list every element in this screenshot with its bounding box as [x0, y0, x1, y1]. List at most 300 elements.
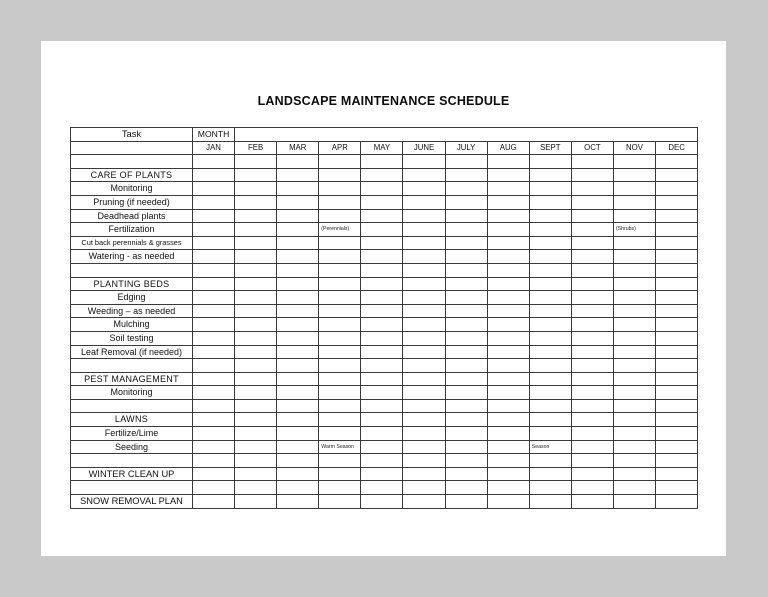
- empty-cell-aug[interactable]: [487, 277, 529, 291]
- empty-cell-mar[interactable]: [277, 304, 319, 318]
- empty-cell-mar[interactable]: [277, 440, 319, 454]
- empty-cell-oct[interactable]: [571, 277, 613, 291]
- empty-cell-apr[interactable]: [319, 277, 361, 291]
- empty-cell-july[interactable]: [445, 331, 487, 345]
- empty-cell-july[interactable]: [445, 345, 487, 359]
- empty-cell-dec[interactable]: [656, 195, 698, 209]
- empty-cell-aug[interactable]: [487, 495, 529, 509]
- empty-cell-nov[interactable]: [613, 195, 655, 209]
- scheduled-cell-apr[interactable]: [319, 182, 361, 196]
- empty-cell-sept[interactable]: [529, 359, 571, 373]
- scheduled-cell-may[interactable]: [361, 386, 403, 400]
- empty-cell-may[interactable]: [361, 155, 403, 169]
- empty-cell-dec[interactable]: [656, 155, 698, 169]
- scheduled-cell-aug[interactable]: [487, 291, 529, 305]
- empty-cell-nov[interactable]: [613, 236, 655, 250]
- empty-cell-mar[interactable]: [277, 209, 319, 223]
- scheduled-cell-oct[interactable]: [571, 386, 613, 400]
- empty-cell-mar[interactable]: [277, 495, 319, 509]
- empty-cell-feb[interactable]: [235, 440, 277, 454]
- empty-cell-jan[interactable]: [193, 440, 235, 454]
- empty-cell-july[interactable]: [445, 440, 487, 454]
- empty-cell-june[interactable]: [403, 495, 445, 509]
- empty-cell-june[interactable]: [403, 454, 445, 468]
- empty-cell-aug[interactable]: [487, 236, 529, 250]
- empty-cell-june[interactable]: [403, 236, 445, 250]
- empty-cell-oct[interactable]: [571, 495, 613, 509]
- empty-cell-dec[interactable]: [656, 209, 698, 223]
- scheduled-cell-mar[interactable]: [277, 467, 319, 481]
- empty-cell-jan[interactable]: [193, 427, 235, 441]
- scheduled-cell-mar[interactable]: [277, 182, 319, 196]
- empty-cell-feb[interactable]: [235, 236, 277, 250]
- scheduled-cell-apr[interactable]: [319, 440, 361, 454]
- empty-cell-mar[interactable]: [277, 318, 319, 332]
- empty-cell-may[interactable]: [361, 209, 403, 223]
- empty-cell-jan[interactable]: [193, 250, 235, 264]
- empty-cell-mar[interactable]: [277, 291, 319, 305]
- scheduled-cell-aug[interactable]: [487, 182, 529, 196]
- empty-cell-apr[interactable]: [319, 263, 361, 277]
- empty-cell-feb[interactable]: [235, 372, 277, 386]
- scheduled-cell-apr[interactable]: [319, 236, 361, 250]
- empty-cell-apr[interactable]: [319, 250, 361, 264]
- empty-cell-may[interactable]: [361, 495, 403, 509]
- empty-cell-jan[interactable]: [193, 372, 235, 386]
- empty-cell-jan[interactable]: [193, 481, 235, 495]
- empty-cell-nov[interactable]: [613, 155, 655, 169]
- empty-cell-feb[interactable]: [235, 331, 277, 345]
- empty-cell-dec[interactable]: [656, 454, 698, 468]
- empty-cell-mar[interactable]: [277, 250, 319, 264]
- empty-cell-mar[interactable]: [277, 427, 319, 441]
- empty-cell-june[interactable]: [403, 413, 445, 427]
- empty-cell-june[interactable]: [403, 291, 445, 305]
- empty-cell-apr[interactable]: [319, 399, 361, 413]
- scheduled-cell-nov[interactable]: [613, 223, 655, 237]
- empty-cell-nov[interactable]: [613, 467, 655, 481]
- scheduled-cell-apr[interactable]: [319, 291, 361, 305]
- empty-cell-july[interactable]: [445, 427, 487, 441]
- empty-cell-mar[interactable]: [277, 399, 319, 413]
- scheduled-cell-mar[interactable]: [277, 386, 319, 400]
- scheduled-cell-aug[interactable]: [487, 209, 529, 223]
- scheduled-cell-nov[interactable]: [613, 182, 655, 196]
- empty-cell-mar[interactable]: [277, 454, 319, 468]
- scheduled-cell-sept[interactable]: [529, 495, 571, 509]
- empty-cell-june[interactable]: [403, 263, 445, 277]
- scheduled-cell-oct[interactable]: [571, 331, 613, 345]
- empty-cell-feb[interactable]: [235, 481, 277, 495]
- empty-cell-may[interactable]: [361, 277, 403, 291]
- empty-cell-mar[interactable]: [277, 331, 319, 345]
- empty-cell-feb[interactable]: [235, 345, 277, 359]
- empty-cell-dec[interactable]: [656, 277, 698, 291]
- scheduled-cell-apr[interactable]: [319, 195, 361, 209]
- empty-cell-feb[interactable]: [235, 495, 277, 509]
- empty-cell-feb[interactable]: [235, 277, 277, 291]
- scheduled-cell-sept[interactable]: [529, 386, 571, 400]
- empty-cell-may[interactable]: [361, 467, 403, 481]
- empty-cell-nov[interactable]: [613, 399, 655, 413]
- empty-cell-mar[interactable]: [277, 155, 319, 169]
- scheduled-cell-oct[interactable]: [571, 304, 613, 318]
- empty-cell-nov[interactable]: [613, 209, 655, 223]
- empty-cell-jan[interactable]: [193, 413, 235, 427]
- empty-cell-may[interactable]: [361, 331, 403, 345]
- scheduled-cell-may[interactable]: [361, 250, 403, 264]
- empty-cell-mar[interactable]: [277, 168, 319, 182]
- empty-cell-aug[interactable]: [487, 399, 529, 413]
- scheduled-cell-july[interactable]: [445, 250, 487, 264]
- empty-cell-jan[interactable]: [193, 345, 235, 359]
- empty-cell-sept[interactable]: [529, 291, 571, 305]
- empty-cell-jan[interactable]: [193, 168, 235, 182]
- empty-cell-june[interactable]: [403, 277, 445, 291]
- scheduled-cell-july[interactable]: [445, 209, 487, 223]
- empty-cell-dec[interactable]: [656, 481, 698, 495]
- empty-cell-dec[interactable]: [656, 359, 698, 373]
- scheduled-cell-july[interactable]: [445, 182, 487, 196]
- empty-cell-feb[interactable]: [235, 318, 277, 332]
- empty-cell-sept[interactable]: [529, 209, 571, 223]
- empty-cell-may[interactable]: [361, 454, 403, 468]
- empty-cell-mar[interactable]: [277, 481, 319, 495]
- empty-cell-feb[interactable]: [235, 182, 277, 196]
- scheduled-cell-nov[interactable]: [613, 427, 655, 441]
- scheduled-cell-apr[interactable]: [319, 318, 361, 332]
- empty-cell-dec[interactable]: [656, 345, 698, 359]
- empty-cell-jan[interactable]: [193, 454, 235, 468]
- empty-cell-june[interactable]: [403, 399, 445, 413]
- empty-cell-jan[interactable]: [193, 331, 235, 345]
- empty-cell-jan[interactable]: [193, 223, 235, 237]
- empty-cell-oct[interactable]: [571, 481, 613, 495]
- empty-cell-sept[interactable]: [529, 263, 571, 277]
- empty-cell-aug[interactable]: [487, 331, 529, 345]
- empty-cell-july[interactable]: [445, 399, 487, 413]
- scheduled-cell-june[interactable]: [403, 386, 445, 400]
- empty-cell-may[interactable]: [361, 263, 403, 277]
- empty-cell-feb[interactable]: [235, 155, 277, 169]
- empty-cell-nov[interactable]: [613, 304, 655, 318]
- empty-cell-aug[interactable]: [487, 345, 529, 359]
- empty-cell-nov[interactable]: [613, 345, 655, 359]
- empty-cell-aug[interactable]: [487, 372, 529, 386]
- empty-cell-oct[interactable]: [571, 454, 613, 468]
- empty-cell-sept[interactable]: [529, 195, 571, 209]
- empty-cell-feb[interactable]: [235, 250, 277, 264]
- empty-cell-jan[interactable]: [193, 209, 235, 223]
- empty-cell-dec[interactable]: [656, 495, 698, 509]
- empty-cell-july[interactable]: [445, 277, 487, 291]
- empty-cell-dec[interactable]: [656, 291, 698, 305]
- empty-cell-may[interactable]: [361, 440, 403, 454]
- empty-cell-jan[interactable]: [193, 155, 235, 169]
- empty-cell-may[interactable]: [361, 195, 403, 209]
- scheduled-cell-feb[interactable]: [235, 467, 277, 481]
- empty-cell-sept[interactable]: [529, 331, 571, 345]
- empty-cell-nov[interactable]: [613, 291, 655, 305]
- empty-cell-july[interactable]: [445, 263, 487, 277]
- empty-cell-nov[interactable]: [613, 440, 655, 454]
- empty-cell-july[interactable]: [445, 413, 487, 427]
- empty-cell-jan[interactable]: [193, 263, 235, 277]
- empty-cell-july[interactable]: [445, 467, 487, 481]
- empty-cell-jan[interactable]: [193, 359, 235, 373]
- empty-cell-mar[interactable]: [277, 223, 319, 237]
- empty-cell-may[interactable]: [361, 345, 403, 359]
- empty-cell-sept[interactable]: [529, 481, 571, 495]
- empty-cell-sept[interactable]: [529, 277, 571, 291]
- empty-cell-sept[interactable]: [529, 413, 571, 427]
- empty-cell-dec[interactable]: [656, 318, 698, 332]
- empty-cell-nov[interactable]: [613, 413, 655, 427]
- empty-cell-dec[interactable]: [656, 372, 698, 386]
- empty-cell-dec[interactable]: [656, 250, 698, 264]
- empty-cell-july[interactable]: [445, 236, 487, 250]
- empty-cell-oct[interactable]: [571, 467, 613, 481]
- empty-cell-feb[interactable]: [235, 427, 277, 441]
- empty-cell-nov[interactable]: [613, 168, 655, 182]
- empty-cell-dec[interactable]: [656, 399, 698, 413]
- empty-cell-july[interactable]: [445, 359, 487, 373]
- empty-cell-aug[interactable]: [487, 454, 529, 468]
- empty-cell-may[interactable]: [361, 359, 403, 373]
- empty-cell-jan[interactable]: [193, 386, 235, 400]
- empty-cell-dec[interactable]: [656, 236, 698, 250]
- empty-cell-june[interactable]: [403, 168, 445, 182]
- empty-cell-sept[interactable]: [529, 427, 571, 441]
- empty-cell-june[interactable]: [403, 223, 445, 237]
- empty-cell-oct[interactable]: [571, 209, 613, 223]
- empty-cell-oct[interactable]: [571, 372, 613, 386]
- scheduled-cell-dec[interactable]: [656, 467, 698, 481]
- empty-cell-july[interactable]: [445, 291, 487, 305]
- empty-cell-dec[interactable]: [656, 168, 698, 182]
- empty-cell-mar[interactable]: [277, 359, 319, 373]
- empty-cell-feb[interactable]: [235, 454, 277, 468]
- empty-cell-apr[interactable]: [319, 345, 361, 359]
- scheduled-cell-oct[interactable]: [571, 182, 613, 196]
- scheduled-cell-june[interactable]: [403, 250, 445, 264]
- scheduled-cell-apr[interactable]: [319, 304, 361, 318]
- scheduled-cell-mar[interactable]: [277, 236, 319, 250]
- empty-cell-sept[interactable]: [529, 155, 571, 169]
- empty-cell-may[interactable]: [361, 399, 403, 413]
- empty-cell-june[interactable]: [403, 345, 445, 359]
- empty-cell-mar[interactable]: [277, 413, 319, 427]
- scheduled-cell-aug[interactable]: [487, 304, 529, 318]
- empty-cell-dec[interactable]: [656, 427, 698, 441]
- empty-cell-nov[interactable]: [613, 277, 655, 291]
- empty-cell-sept[interactable]: [529, 318, 571, 332]
- empty-cell-may[interactable]: [361, 413, 403, 427]
- empty-cell-july[interactable]: [445, 168, 487, 182]
- empty-cell-sept[interactable]: [529, 399, 571, 413]
- scheduled-cell-jan[interactable]: [193, 467, 235, 481]
- empty-cell-feb[interactable]: [235, 209, 277, 223]
- scheduled-cell-apr[interactable]: [319, 223, 361, 237]
- empty-cell-nov[interactable]: [613, 318, 655, 332]
- empty-cell-aug[interactable]: [487, 263, 529, 277]
- empty-cell-july[interactable]: [445, 155, 487, 169]
- empty-cell-june[interactable]: [403, 359, 445, 373]
- empty-cell-june[interactable]: [403, 318, 445, 332]
- scheduled-cell-june[interactable]: [403, 182, 445, 196]
- empty-cell-feb[interactable]: [235, 386, 277, 400]
- empty-cell-feb[interactable]: [235, 168, 277, 182]
- empty-cell-aug[interactable]: [487, 427, 529, 441]
- empty-cell-jan[interactable]: [193, 318, 235, 332]
- empty-cell-oct[interactable]: [571, 345, 613, 359]
- empty-cell-july[interactable]: [445, 454, 487, 468]
- empty-cell-june[interactable]: [403, 155, 445, 169]
- empty-cell-apr[interactable]: [319, 481, 361, 495]
- empty-cell-nov[interactable]: [613, 454, 655, 468]
- empty-cell-jan[interactable]: [193, 195, 235, 209]
- empty-cell-june[interactable]: [403, 331, 445, 345]
- scheduled-cell-july[interactable]: [445, 386, 487, 400]
- empty-cell-nov[interactable]: [613, 481, 655, 495]
- empty-cell-dec[interactable]: [656, 413, 698, 427]
- empty-cell-oct[interactable]: [571, 168, 613, 182]
- scheduled-cell-dec[interactable]: [656, 182, 698, 196]
- empty-cell-nov[interactable]: [613, 331, 655, 345]
- empty-cell-feb[interactable]: [235, 413, 277, 427]
- empty-cell-apr[interactable]: [319, 427, 361, 441]
- empty-cell-feb[interactable]: [235, 304, 277, 318]
- scheduled-cell-sept[interactable]: [529, 182, 571, 196]
- empty-cell-dec[interactable]: [656, 331, 698, 345]
- scheduled-cell-sept[interactable]: [529, 304, 571, 318]
- empty-cell-feb[interactable]: [235, 291, 277, 305]
- empty-cell-oct[interactable]: [571, 291, 613, 305]
- empty-cell-june[interactable]: [403, 427, 445, 441]
- empty-cell-jan[interactable]: [193, 182, 235, 196]
- empty-cell-apr[interactable]: [319, 168, 361, 182]
- empty-cell-sept[interactable]: [529, 345, 571, 359]
- scheduled-cell-nov[interactable]: [613, 250, 655, 264]
- empty-cell-may[interactable]: [361, 223, 403, 237]
- empty-cell-dec[interactable]: [656, 386, 698, 400]
- empty-cell-feb[interactable]: [235, 223, 277, 237]
- empty-cell-june[interactable]: [403, 467, 445, 481]
- empty-cell-oct[interactable]: [571, 413, 613, 427]
- empty-cell-june[interactable]: [403, 440, 445, 454]
- empty-cell-oct[interactable]: [571, 195, 613, 209]
- empty-cell-june[interactable]: [403, 481, 445, 495]
- empty-cell-july[interactable]: [445, 372, 487, 386]
- empty-cell-aug[interactable]: [487, 481, 529, 495]
- scheduled-cell-oct[interactable]: [571, 427, 613, 441]
- empty-cell-aug[interactable]: [487, 318, 529, 332]
- empty-cell-july[interactable]: [445, 223, 487, 237]
- empty-cell-aug[interactable]: [487, 195, 529, 209]
- empty-cell-june[interactable]: [403, 195, 445, 209]
- empty-cell-oct[interactable]: [571, 318, 613, 332]
- empty-cell-apr[interactable]: [319, 495, 361, 509]
- scheduled-cell-apr[interactable]: [319, 386, 361, 400]
- empty-cell-oct[interactable]: [571, 155, 613, 169]
- empty-cell-oct[interactable]: [571, 399, 613, 413]
- empty-cell-aug[interactable]: [487, 413, 529, 427]
- empty-cell-jan[interactable]: [193, 495, 235, 509]
- scheduled-cell-mar[interactable]: [277, 345, 319, 359]
- scheduled-cell-may[interactable]: [361, 304, 403, 318]
- empty-cell-may[interactable]: [361, 372, 403, 386]
- empty-cell-july[interactable]: [445, 481, 487, 495]
- scheduled-cell-aug[interactable]: [487, 386, 529, 400]
- empty-cell-nov[interactable]: [613, 495, 655, 509]
- empty-cell-july[interactable]: [445, 495, 487, 509]
- empty-cell-oct[interactable]: [571, 223, 613, 237]
- empty-cell-apr[interactable]: [319, 155, 361, 169]
- scheduled-cell-sept[interactable]: [529, 440, 571, 454]
- scheduled-cell-june[interactable]: [403, 304, 445, 318]
- empty-cell-sept[interactable]: [529, 372, 571, 386]
- empty-cell-feb[interactable]: [235, 359, 277, 373]
- empty-cell-may[interactable]: [361, 318, 403, 332]
- empty-cell-jan[interactable]: [193, 291, 235, 305]
- empty-cell-aug[interactable]: [487, 168, 529, 182]
- empty-cell-jan[interactable]: [193, 304, 235, 318]
- empty-cell-aug[interactable]: [487, 223, 529, 237]
- empty-cell-may[interactable]: [361, 481, 403, 495]
- empty-cell-dec[interactable]: [656, 304, 698, 318]
- scheduled-cell-sept[interactable]: [529, 250, 571, 264]
- scheduled-cell-oct[interactable]: [571, 250, 613, 264]
- empty-cell-sept[interactable]: [529, 236, 571, 250]
- empty-cell-nov[interactable]: [613, 359, 655, 373]
- empty-cell-oct[interactable]: [571, 359, 613, 373]
- empty-cell-nov[interactable]: [613, 372, 655, 386]
- empty-cell-july[interactable]: [445, 195, 487, 209]
- scheduled-cell-may[interactable]: [361, 182, 403, 196]
- empty-cell-mar[interactable]: [277, 372, 319, 386]
- empty-cell-may[interactable]: [361, 236, 403, 250]
- empty-cell-aug[interactable]: [487, 155, 529, 169]
- empty-cell-dec[interactable]: [656, 223, 698, 237]
- empty-cell-june[interactable]: [403, 372, 445, 386]
- scheduled-cell-feb[interactable]: [235, 195, 277, 209]
- empty-cell-aug[interactable]: [487, 467, 529, 481]
- empty-cell-jan[interactable]: [193, 236, 235, 250]
- empty-cell-jan[interactable]: [193, 277, 235, 291]
- empty-cell-mar[interactable]: [277, 277, 319, 291]
- empty-cell-july[interactable]: [445, 318, 487, 332]
- empty-cell-dec[interactable]: [656, 263, 698, 277]
- empty-cell-apr[interactable]: [319, 359, 361, 373]
- empty-cell-apr[interactable]: [319, 454, 361, 468]
- empty-cell-may[interactable]: [361, 291, 403, 305]
- scheduled-cell-july[interactable]: [445, 304, 487, 318]
- empty-cell-oct[interactable]: [571, 263, 613, 277]
- scheduled-cell-aug[interactable]: [487, 250, 529, 264]
- scheduled-cell-june[interactable]: [403, 209, 445, 223]
- empty-cell-may[interactable]: [361, 427, 403, 441]
- empty-cell-aug[interactable]: [487, 359, 529, 373]
- empty-cell-apr[interactable]: [319, 413, 361, 427]
- scheduled-cell-mar[interactable]: [277, 195, 319, 209]
- empty-cell-nov[interactable]: [613, 386, 655, 400]
- empty-cell-mar[interactable]: [277, 263, 319, 277]
- scheduled-cell-apr[interactable]: [319, 331, 361, 345]
- empty-cell-apr[interactable]: [319, 467, 361, 481]
- empty-cell-oct[interactable]: [571, 440, 613, 454]
- empty-cell-feb[interactable]: [235, 399, 277, 413]
- empty-cell-nov[interactable]: [613, 263, 655, 277]
